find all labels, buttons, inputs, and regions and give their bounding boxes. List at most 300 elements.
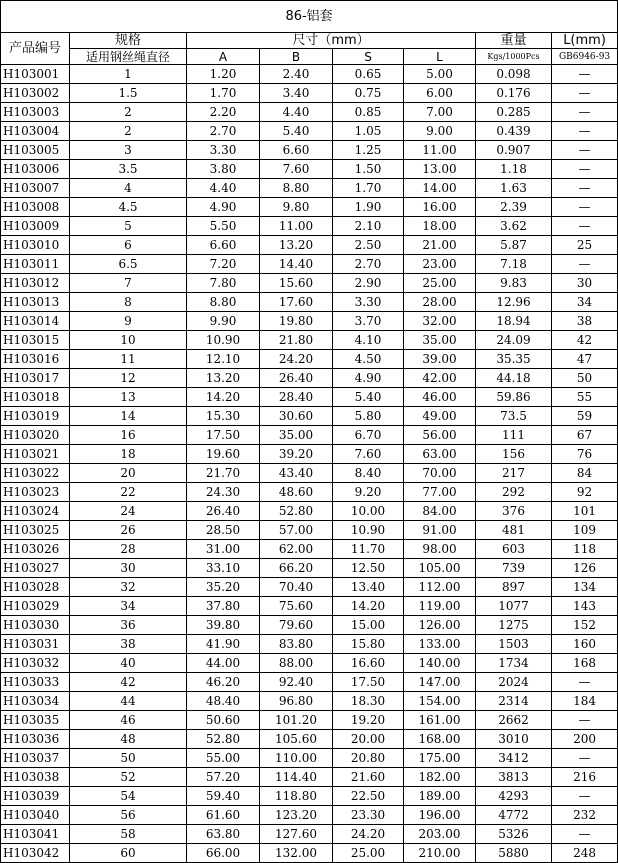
table-row	[1, 255, 618, 274]
table-row	[1, 673, 618, 692]
dim-b-cell: 43.40	[260, 464, 333, 483]
dim-b-cell: 8.80	[260, 179, 333, 198]
table-row	[1, 597, 618, 616]
dim-b-cell: 66.20	[260, 559, 333, 578]
dim-b-cell: 75.60	[260, 597, 333, 616]
product-code-cell: H103027	[1, 559, 70, 578]
length-cell: —	[552, 179, 618, 198]
dim-l-cell: 42.00	[404, 369, 476, 388]
dim-a-cell: 63.80	[187, 825, 260, 844]
header-dimensions: 尺寸（mm）	[187, 33, 476, 49]
dim-a-cell: 14.20	[187, 388, 260, 407]
length-cell: 25	[552, 236, 618, 255]
dim-a-cell: 37.80	[187, 597, 260, 616]
dim-s-cell: 19.20	[333, 711, 404, 730]
length-cell: 160	[552, 635, 618, 654]
dim-l-cell: 46.00	[404, 388, 476, 407]
dim-b-cell: 127.60	[260, 825, 333, 844]
dim-l-cell: 105.00	[404, 559, 476, 578]
spec-cell: 14	[70, 407, 187, 426]
length-cell: —	[552, 103, 618, 122]
dim-s-cell: 13.40	[333, 578, 404, 597]
product-code-cell: H103039	[1, 787, 70, 806]
product-code-cell: H103018	[1, 388, 70, 407]
spec-cell: 60	[70, 844, 187, 863]
table-row	[1, 179, 618, 198]
dim-l-cell: 119.00	[404, 597, 476, 616]
dim-s-cell: 2.10	[333, 217, 404, 236]
dim-a-cell: 50.60	[187, 711, 260, 730]
spec-cell: 38	[70, 635, 187, 654]
dim-l-cell: 14.00	[404, 179, 476, 198]
weight-cell: 111	[476, 426, 552, 445]
spec-cell: 2	[70, 103, 187, 122]
product-code-cell: H103017	[1, 369, 70, 388]
dim-l-cell: 133.00	[404, 635, 476, 654]
length-cell: —	[552, 122, 618, 141]
product-code-cell: H103037	[1, 749, 70, 768]
header-dim-a: A	[187, 49, 260, 65]
dim-l-cell: 161.00	[404, 711, 476, 730]
dim-a-cell: 3.30	[187, 141, 260, 160]
dim-l-cell: 147.00	[404, 673, 476, 692]
table-row	[1, 806, 618, 825]
spec-cell: 32	[70, 578, 187, 597]
spec-cell: 56	[70, 806, 187, 825]
spec-cell: 24	[70, 502, 187, 521]
dim-s-cell: 24.20	[333, 825, 404, 844]
dim-b-cell: 2.40	[260, 65, 333, 84]
weight-cell: 2.39	[476, 198, 552, 217]
table-row	[1, 483, 618, 502]
dim-l-cell: 84.00	[404, 502, 476, 521]
weight-cell: 0.098	[476, 65, 552, 84]
length-cell: 232	[552, 806, 618, 825]
weight-cell: 5.87	[476, 236, 552, 255]
table-row	[1, 521, 618, 540]
product-code-cell: H103042	[1, 844, 70, 863]
length-cell: 50	[552, 369, 618, 388]
dim-b-cell: 96.80	[260, 692, 333, 711]
dim-l-cell: 91.00	[404, 521, 476, 540]
dim-s-cell: 11.70	[333, 540, 404, 559]
header-dim-s: S	[333, 49, 404, 65]
weight-cell: 3412	[476, 749, 552, 768]
product-code-cell: H103032	[1, 654, 70, 673]
dim-b-cell: 39.20	[260, 445, 333, 464]
dim-l-cell: 56.00	[404, 426, 476, 445]
table-row	[1, 540, 618, 559]
weight-cell: 217	[476, 464, 552, 483]
header-length: L(mm)	[552, 33, 618, 49]
product-code-cell: H103029	[1, 597, 70, 616]
dim-s-cell: 1.05	[333, 122, 404, 141]
length-cell: 30	[552, 274, 618, 293]
dim-l-cell: 126.00	[404, 616, 476, 635]
table-row	[1, 426, 618, 445]
dim-a-cell: 13.20	[187, 369, 260, 388]
dim-l-cell: 70.00	[404, 464, 476, 483]
weight-cell: 5326	[476, 825, 552, 844]
spec-cell: 6	[70, 236, 187, 255]
dim-s-cell: 4.10	[333, 331, 404, 350]
spec-cell: 5	[70, 217, 187, 236]
dim-l-cell: 39.00	[404, 350, 476, 369]
dim-a-cell: 26.40	[187, 502, 260, 521]
table-title: 86-铝套	[1, 1, 618, 33]
dim-s-cell: 0.75	[333, 84, 404, 103]
spec-cell: 20	[70, 464, 187, 483]
weight-cell: 5880	[476, 844, 552, 863]
product-code-cell: H103004	[1, 122, 70, 141]
spec-cell: 28	[70, 540, 187, 559]
length-cell: 92	[552, 483, 618, 502]
product-code-cell: H103036	[1, 730, 70, 749]
dim-b-cell: 4.40	[260, 103, 333, 122]
spec-cell: 42	[70, 673, 187, 692]
dim-b-cell: 7.60	[260, 160, 333, 179]
weight-cell: 24.09	[476, 331, 552, 350]
table-row	[1, 768, 618, 787]
dim-s-cell: 6.70	[333, 426, 404, 445]
table-row	[1, 578, 618, 597]
spec-cell: 2	[70, 122, 187, 141]
weight-cell: 0.907	[476, 141, 552, 160]
weight-cell: 2024	[476, 673, 552, 692]
length-cell: 34	[552, 293, 618, 312]
spec-cell: 22	[70, 483, 187, 502]
dim-b-cell: 19.80	[260, 312, 333, 331]
table-row	[1, 236, 618, 255]
dim-a-cell: 4.90	[187, 198, 260, 217]
dim-s-cell: 0.85	[333, 103, 404, 122]
spec-cell: 50	[70, 749, 187, 768]
spec-cell: 13	[70, 388, 187, 407]
length-cell: 143	[552, 597, 618, 616]
dim-s-cell: 3.30	[333, 293, 404, 312]
spec-cell: 52	[70, 768, 187, 787]
dim-s-cell: 1.70	[333, 179, 404, 198]
dim-l-cell: 154.00	[404, 692, 476, 711]
length-cell: —	[552, 711, 618, 730]
header-product-code: 产品编号	[1, 33, 70, 65]
dim-b-cell: 9.80	[260, 198, 333, 217]
length-cell: 248	[552, 844, 618, 863]
length-cell: —	[552, 825, 618, 844]
dim-l-cell: 18.00	[404, 217, 476, 236]
dim-s-cell: 14.20	[333, 597, 404, 616]
weight-cell: 4772	[476, 806, 552, 825]
weight-cell: 1.63	[476, 179, 552, 198]
dim-l-cell: 9.00	[404, 122, 476, 141]
dim-b-cell: 118.80	[260, 787, 333, 806]
dim-a-cell: 66.00	[187, 844, 260, 863]
dim-l-cell: 182.00	[404, 768, 476, 787]
weight-cell: 739	[476, 559, 552, 578]
table-row	[1, 787, 618, 806]
product-code-cell: H103041	[1, 825, 70, 844]
dim-a-cell: 41.90	[187, 635, 260, 654]
dim-l-cell: 7.00	[404, 103, 476, 122]
dim-b-cell: 57.00	[260, 521, 333, 540]
dim-s-cell: 16.60	[333, 654, 404, 673]
dim-s-cell: 1.25	[333, 141, 404, 160]
dim-l-cell: 21.00	[404, 236, 476, 255]
length-cell: 126	[552, 559, 618, 578]
weight-cell: 603	[476, 540, 552, 559]
dim-s-cell: 10.00	[333, 502, 404, 521]
table-row	[1, 749, 618, 768]
weight-cell: 2314	[476, 692, 552, 711]
dim-b-cell: 3.40	[260, 84, 333, 103]
dim-a-cell: 10.90	[187, 331, 260, 350]
dim-l-cell: 168.00	[404, 730, 476, 749]
dim-a-cell: 44.00	[187, 654, 260, 673]
dim-a-cell: 15.30	[187, 407, 260, 426]
dim-l-cell: 63.00	[404, 445, 476, 464]
length-cell: 76	[552, 445, 618, 464]
dim-a-cell: 2.70	[187, 122, 260, 141]
dim-b-cell: 17.60	[260, 293, 333, 312]
weight-cell: 1734	[476, 654, 552, 673]
product-code-cell: H103023	[1, 483, 70, 502]
dim-a-cell: 3.80	[187, 160, 260, 179]
dim-l-cell: 98.00	[404, 540, 476, 559]
dim-a-cell: 6.60	[187, 236, 260, 255]
spec-cell: 11	[70, 350, 187, 369]
table-row	[1, 825, 618, 844]
dim-b-cell: 24.20	[260, 350, 333, 369]
table-row	[1, 502, 618, 521]
spec-cell: 36	[70, 616, 187, 635]
weight-cell: 0.176	[476, 84, 552, 103]
spec-cell: 40	[70, 654, 187, 673]
dim-a-cell: 7.80	[187, 274, 260, 293]
product-code-cell: H103034	[1, 692, 70, 711]
table-row	[1, 350, 618, 369]
product-code-cell: H103035	[1, 711, 70, 730]
length-cell: 47	[552, 350, 618, 369]
dim-a-cell: 8.80	[187, 293, 260, 312]
table-row	[1, 198, 618, 217]
spec-cell: 12	[70, 369, 187, 388]
dim-l-cell: 189.00	[404, 787, 476, 806]
weight-cell: 18.94	[476, 312, 552, 331]
dim-s-cell: 9.20	[333, 483, 404, 502]
weight-cell: 0.439	[476, 122, 552, 141]
table-row	[1, 711, 618, 730]
table-row	[1, 122, 618, 141]
dim-a-cell: 4.40	[187, 179, 260, 198]
spec-cell: 4.5	[70, 198, 187, 217]
weight-cell: 9.83	[476, 274, 552, 293]
dim-s-cell: 23.30	[333, 806, 404, 825]
dim-b-cell: 52.80	[260, 502, 333, 521]
dim-s-cell: 4.90	[333, 369, 404, 388]
weight-cell: 1077	[476, 597, 552, 616]
table-row	[1, 654, 618, 673]
product-code-cell: H103028	[1, 578, 70, 597]
weight-cell: 292	[476, 483, 552, 502]
table-row	[1, 160, 618, 179]
length-cell: —	[552, 787, 618, 806]
dim-b-cell: 30.60	[260, 407, 333, 426]
dim-a-cell: 46.20	[187, 673, 260, 692]
weight-cell: 897	[476, 578, 552, 597]
dim-a-cell: 17.50	[187, 426, 260, 445]
length-cell: 216	[552, 768, 618, 787]
product-code-cell: H103024	[1, 502, 70, 521]
product-code-cell: H103001	[1, 65, 70, 84]
table-row	[1, 407, 618, 426]
dim-l-cell: 196.00	[404, 806, 476, 825]
dim-s-cell: 7.60	[333, 445, 404, 464]
product-code-cell: H103007	[1, 179, 70, 198]
dim-b-cell: 5.40	[260, 122, 333, 141]
product-code-cell: H103038	[1, 768, 70, 787]
dim-l-cell: 210.00	[404, 844, 476, 863]
dim-a-cell: 52.80	[187, 730, 260, 749]
dim-b-cell: 83.80	[260, 635, 333, 654]
dim-l-cell: 5.00	[404, 65, 476, 84]
dim-l-cell: 203.00	[404, 825, 476, 844]
product-code-cell: H103030	[1, 616, 70, 635]
table-body	[1, 65, 618, 863]
dim-s-cell: 0.65	[333, 65, 404, 84]
spec-cell: 6.5	[70, 255, 187, 274]
dim-l-cell: 35.00	[404, 331, 476, 350]
dim-s-cell: 21.60	[333, 768, 404, 787]
weight-cell: 3.62	[476, 217, 552, 236]
spec-cell: 10	[70, 331, 187, 350]
dim-l-cell: 23.00	[404, 255, 476, 274]
dim-a-cell: 33.10	[187, 559, 260, 578]
product-code-cell: H103013	[1, 293, 70, 312]
spec-cell: 54	[70, 787, 187, 806]
length-cell: —	[552, 255, 618, 274]
dim-l-cell: 175.00	[404, 749, 476, 768]
product-code-cell: H103014	[1, 312, 70, 331]
table-row	[1, 464, 618, 483]
weight-cell: 1275	[476, 616, 552, 635]
spec-cell: 1.5	[70, 84, 187, 103]
dim-a-cell: 2.20	[187, 103, 260, 122]
product-code-cell: H103040	[1, 806, 70, 825]
length-cell: —	[552, 749, 618, 768]
dim-b-cell: 48.60	[260, 483, 333, 502]
table-row	[1, 217, 618, 236]
table-row	[1, 84, 618, 103]
dim-s-cell: 2.50	[333, 236, 404, 255]
product-code-cell: H103019	[1, 407, 70, 426]
dim-b-cell: 21.80	[260, 331, 333, 350]
dim-b-cell: 92.40	[260, 673, 333, 692]
weight-cell: 1503	[476, 635, 552, 654]
dim-a-cell: 35.20	[187, 578, 260, 597]
product-code-cell: H103005	[1, 141, 70, 160]
dim-b-cell: 11.00	[260, 217, 333, 236]
dim-l-cell: 16.00	[404, 198, 476, 217]
dim-l-cell: 140.00	[404, 654, 476, 673]
product-code-cell: H103006	[1, 160, 70, 179]
dim-a-cell: 48.40	[187, 692, 260, 711]
dim-s-cell: 22.50	[333, 787, 404, 806]
dim-a-cell: 61.60	[187, 806, 260, 825]
spec-cell: 9	[70, 312, 187, 331]
dim-b-cell: 70.40	[260, 578, 333, 597]
weight-cell: 7.18	[476, 255, 552, 274]
dim-s-cell: 1.50	[333, 160, 404, 179]
dim-a-cell: 24.30	[187, 483, 260, 502]
product-code-cell: H103033	[1, 673, 70, 692]
table-row	[1, 103, 618, 122]
weight-cell: 481	[476, 521, 552, 540]
table-row	[1, 388, 618, 407]
dim-b-cell: 123.20	[260, 806, 333, 825]
dim-l-cell: 77.00	[404, 483, 476, 502]
dim-a-cell: 28.50	[187, 521, 260, 540]
dim-s-cell: 12.50	[333, 559, 404, 578]
header-dim-l: L	[404, 49, 476, 65]
dim-b-cell: 35.00	[260, 426, 333, 445]
length-cell: 134	[552, 578, 618, 597]
dim-l-cell: 13.00	[404, 160, 476, 179]
dim-s-cell: 3.70	[333, 312, 404, 331]
product-code-cell: H103010	[1, 236, 70, 255]
dim-a-cell: 12.10	[187, 350, 260, 369]
spec-cell: 8	[70, 293, 187, 312]
dim-s-cell: 18.30	[333, 692, 404, 711]
spec-cell: 7	[70, 274, 187, 293]
dim-b-cell: 14.40	[260, 255, 333, 274]
weight-cell: 44.18	[476, 369, 552, 388]
dim-s-cell: 2.90	[333, 274, 404, 293]
product-code-cell: H103021	[1, 445, 70, 464]
spec-cell: 4	[70, 179, 187, 198]
dim-a-cell: 31.00	[187, 540, 260, 559]
product-code-cell: H103012	[1, 274, 70, 293]
header-weight-unit: Kgs/1000Pcs	[476, 49, 552, 65]
dim-b-cell: 13.20	[260, 236, 333, 255]
length-cell: —	[552, 160, 618, 179]
dim-a-cell: 1.70	[187, 84, 260, 103]
dim-s-cell: 2.70	[333, 255, 404, 274]
length-cell: 184	[552, 692, 618, 711]
dim-b-cell: 26.40	[260, 369, 333, 388]
dim-s-cell: 1.90	[333, 198, 404, 217]
length-cell: 55	[552, 388, 618, 407]
length-cell: 200	[552, 730, 618, 749]
header-weight: 重量	[476, 33, 552, 49]
dim-s-cell: 5.40	[333, 388, 404, 407]
spec-cell: 16	[70, 426, 187, 445]
length-cell: —	[552, 141, 618, 160]
weight-cell: 12.96	[476, 293, 552, 312]
weight-cell: 73.5	[476, 407, 552, 426]
weight-cell: 1.18	[476, 160, 552, 179]
dim-s-cell: 4.50	[333, 350, 404, 369]
dim-b-cell: 15.60	[260, 274, 333, 293]
weight-cell: 59.86	[476, 388, 552, 407]
dim-s-cell: 15.80	[333, 635, 404, 654]
product-code-cell: H103020	[1, 426, 70, 445]
weight-cell: 35.35	[476, 350, 552, 369]
dim-l-cell: 28.00	[404, 293, 476, 312]
length-cell: 101	[552, 502, 618, 521]
dim-a-cell: 7.20	[187, 255, 260, 274]
dim-l-cell: 25.00	[404, 274, 476, 293]
dim-b-cell: 88.00	[260, 654, 333, 673]
